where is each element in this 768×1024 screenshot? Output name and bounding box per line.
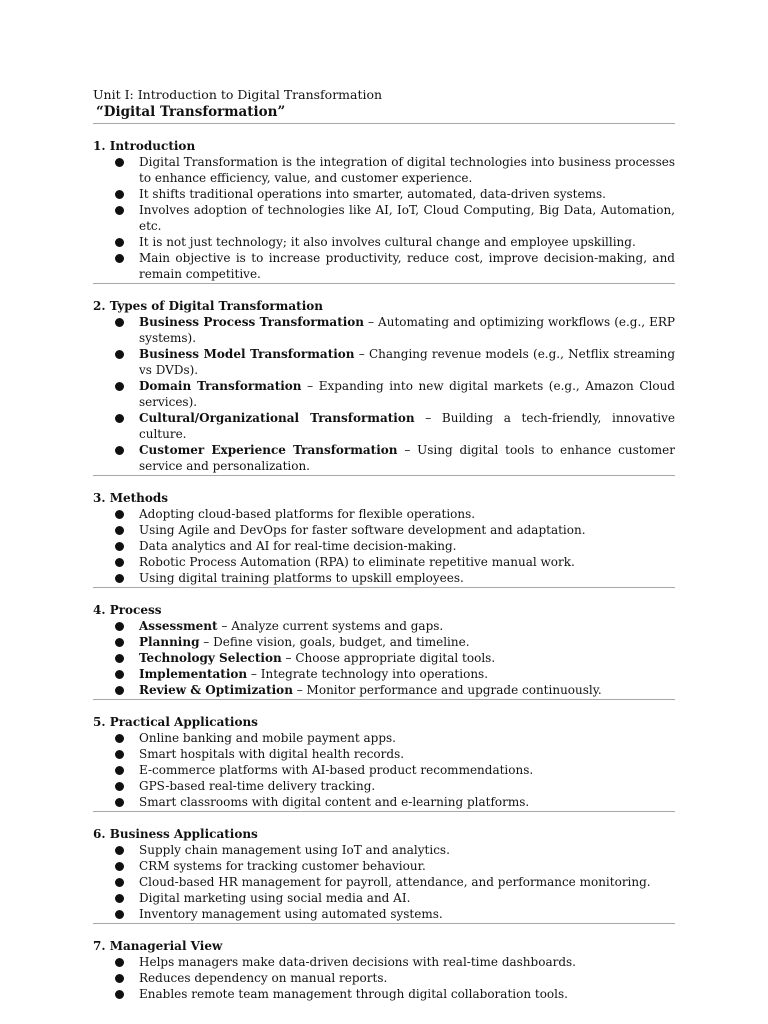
item-text: It is not just technology; it also involves cultural change and employee upskilling.	[139, 235, 636, 249]
bullet-list	[93, 154, 675, 282]
section-divider	[93, 699, 675, 700]
bullet-icon	[115, 686, 124, 695]
bullet-icon	[115, 542, 124, 551]
section-divider	[93, 923, 675, 924]
item-text: GPS-based real-time delivery tracking.	[139, 779, 376, 793]
list-item	[93, 874, 675, 890]
item-text: Reduces dependency on manual reports.	[139, 971, 388, 985]
list-item	[93, 570, 675, 586]
list-item	[93, 234, 675, 250]
item-term: Assessment	[139, 619, 218, 633]
list-item	[93, 154, 675, 186]
bullet-list	[93, 506, 675, 586]
list-item	[93, 346, 675, 378]
section-3	[93, 490, 675, 588]
bullet-icon	[115, 974, 124, 983]
item-term: Technology Selection	[139, 651, 282, 665]
item-text: – Using digital tools to enhance customer service and personalization.	[139, 443, 675, 473]
bullet-icon	[115, 382, 124, 391]
bullet-icon	[115, 654, 124, 663]
item-text: – Building a tech-friendly, innovative culture.	[139, 411, 675, 441]
list-item	[93, 378, 675, 410]
item-text: Adopting cloud-based platforms for flexible operations.	[139, 507, 476, 521]
list-item	[93, 522, 675, 538]
bullet-icon	[115, 638, 124, 647]
list-item	[93, 842, 675, 858]
bullet-icon	[115, 446, 124, 455]
bullet-icon	[115, 798, 124, 807]
item-text: Online banking and mobile payment apps.	[139, 731, 396, 745]
item-text: Helps managers make data-driven decisions with real-time dashboards.	[139, 955, 576, 969]
bullet-icon	[115, 558, 124, 567]
bullet-icon	[115, 910, 124, 919]
item-text: Smart hospitals with digital health records.	[139, 747, 405, 761]
list-item	[93, 746, 675, 762]
item-term: Implementation	[139, 667, 248, 681]
item-text: CRM systems for tracking customer behaviour.	[139, 859, 426, 873]
item-text: Main objective is to increase productivity, reduce cost, improve decision-making, and remain competitive.	[139, 251, 675, 281]
bullet-icon	[115, 734, 124, 743]
bullet-list	[93, 954, 675, 1002]
section-divider	[93, 475, 675, 476]
item-text: E-commerce platforms with AI-based product recommendations.	[139, 763, 534, 777]
title-divider	[93, 123, 675, 124]
item-term: Domain Transformation	[139, 379, 302, 393]
list-item	[93, 618, 675, 634]
section-7	[93, 938, 675, 1002]
item-text: Smart classrooms with digital content and e-learning platforms.	[139, 795, 530, 809]
item-term: Cultural/Organizational Transformation	[139, 411, 415, 425]
item-term: Customer Experience Transformation	[139, 443, 398, 457]
item-text: Using digital training platforms to upskill employees.	[139, 571, 464, 585]
section-2	[93, 298, 675, 476]
list-item	[93, 410, 675, 442]
bullet-icon	[115, 158, 124, 167]
list-item	[93, 970, 675, 986]
list-item	[93, 506, 675, 522]
bullet-icon	[115, 894, 124, 903]
item-term: Planning	[139, 635, 200, 649]
item-text: Inventory management using automated systems.	[139, 907, 443, 921]
bullet-icon	[115, 510, 124, 519]
list-item	[93, 794, 675, 810]
bullet-icon	[115, 238, 124, 247]
item-text: Enables remote team management through digital collaboration tools.	[139, 987, 568, 1001]
unit-line: Unit I: Introduction to Digital Transformation	[93, 87, 383, 102]
section-divider	[93, 587, 675, 588]
list-item	[93, 858, 675, 874]
document-content	[93, 86, 675, 1002]
item-text: Involves adoption of technologies like AI, IoT, Cloud Computing, Big Data, Automation, etc.	[139, 203, 675, 233]
sections-container	[93, 138, 675, 1002]
section-heading: 7. Managerial View	[93, 939, 223, 953]
list-item	[93, 538, 675, 554]
bullet-list	[93, 314, 675, 474]
list-item	[93, 906, 675, 922]
bullet-icon	[115, 414, 124, 423]
bullet-icon	[115, 766, 124, 775]
bullet-icon	[115, 958, 124, 967]
bullet-icon	[115, 750, 124, 759]
section-heading: 4. Process	[93, 603, 162, 617]
item-text: – Choose appropriate digital tools.	[281, 651, 496, 665]
item-term: Business Process Transformation	[139, 315, 365, 329]
bullet-list	[93, 618, 675, 698]
list-item	[93, 634, 675, 650]
section-divider	[93, 811, 675, 812]
item-text: Data analytics and AI for real-time decision-making.	[139, 539, 457, 553]
list-item	[93, 650, 675, 666]
list-item	[93, 890, 675, 906]
section-heading: 2. Types of Digital Transformation	[93, 299, 323, 313]
section-heading: 5. Practical Applications	[93, 715, 258, 729]
section-1	[93, 138, 675, 284]
list-item	[93, 778, 675, 794]
list-item	[93, 186, 675, 202]
bullet-icon	[115, 318, 124, 327]
document-title: “Digital Transformation”	[96, 104, 286, 120]
bullet-list	[93, 730, 675, 810]
item-text: Supply chain management using IoT and analytics.	[139, 843, 450, 857]
item-text: – Define vision, goals, budget, and timeline.	[199, 635, 470, 649]
item-text: – Integrate technology into operations.	[247, 667, 489, 681]
item-text: – Monitor performance and upgrade continuously.	[292, 683, 602, 697]
item-text: – Expanding into new digital markets (e.g., Amazon Cloud services).	[139, 379, 675, 409]
list-item	[93, 554, 675, 570]
list-item	[93, 682, 675, 698]
bullet-icon	[115, 622, 124, 631]
list-item	[93, 762, 675, 778]
list-item	[93, 954, 675, 970]
section-heading: 1. Introduction	[93, 139, 196, 153]
section-6	[93, 826, 675, 924]
bullet-icon	[115, 350, 124, 359]
item-text: Robotic Process Automation (RPA) to eliminate repetitive manual work.	[139, 555, 575, 569]
bullet-icon	[115, 846, 124, 855]
list-item	[93, 666, 675, 682]
list-item	[93, 986, 675, 1002]
item-text: – Analyze current systems and gaps.	[217, 619, 444, 633]
section-divider	[93, 283, 675, 284]
item-text: It shifts traditional operations into smarter, automated, data-driven systems.	[139, 187, 606, 201]
list-item	[93, 250, 675, 282]
section-5	[93, 714, 675, 812]
section-heading: 3. Methods	[93, 491, 169, 505]
list-item	[93, 730, 675, 746]
bullet-icon	[115, 782, 124, 791]
item-text: Digital Transformation is the integration of digital technologies into business processes to enhance efficiency, value, and customer experience.	[139, 155, 675, 185]
item-term: Review & Optimization	[139, 683, 293, 697]
list-item	[93, 314, 675, 346]
bullet-icon	[115, 574, 124, 583]
bullet-icon	[115, 206, 124, 215]
bullet-icon	[115, 990, 124, 999]
bullet-icon	[115, 670, 124, 679]
item-text: Digital marketing using social media and AI.	[139, 891, 411, 905]
section-heading: 6. Business Applications	[93, 827, 258, 841]
bullet-icon	[115, 878, 124, 887]
list-item	[93, 442, 675, 474]
item-text: – Automating and optimizing workflows (e.g., ERP systems).	[139, 315, 675, 345]
item-term: Business Model Transformation	[139, 347, 355, 361]
bullet-list	[93, 842, 675, 922]
item-text: – Changing revenue models (e.g., Netflix streaming vs DVDs).	[139, 347, 675, 377]
bullet-icon	[115, 190, 124, 199]
item-text: Cloud-based HR management for payroll, attendance, and performance monitoring.	[139, 875, 651, 889]
bullet-icon	[115, 862, 124, 871]
bullet-icon	[115, 254, 124, 263]
list-item	[93, 202, 675, 234]
section-4	[93, 602, 675, 700]
item-text: Using Agile and DevOps for faster software development and adaptation.	[139, 523, 586, 537]
bullet-icon	[115, 526, 124, 535]
